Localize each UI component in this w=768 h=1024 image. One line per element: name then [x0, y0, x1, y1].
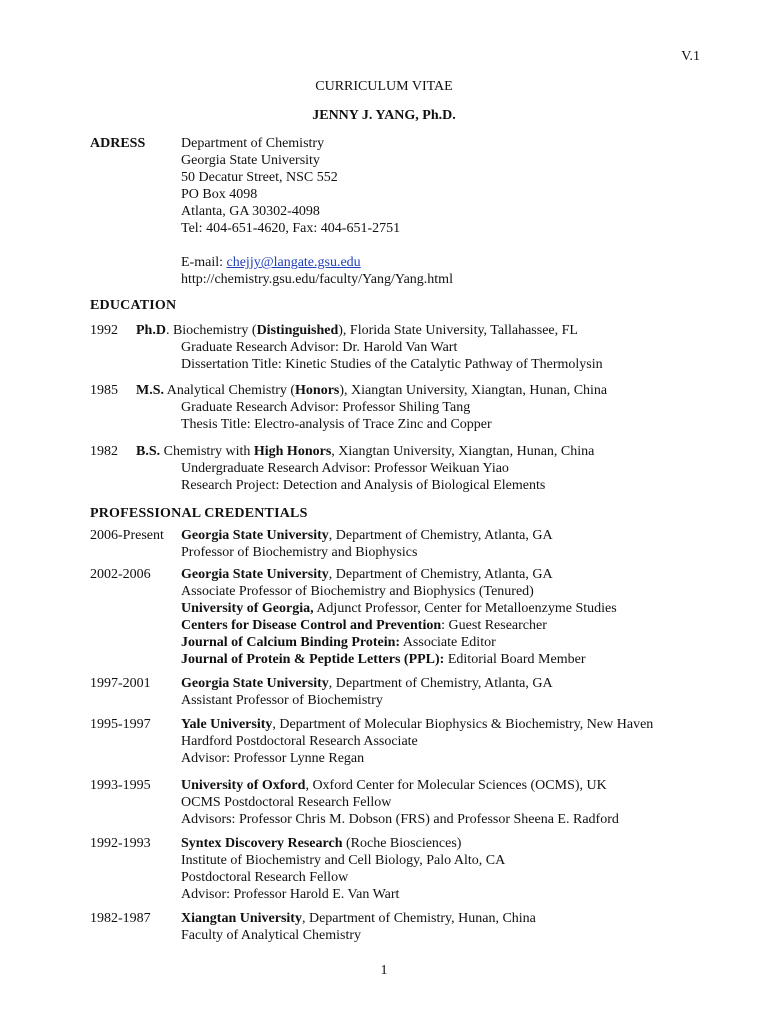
credential-line	[181, 600, 617, 617]
credential-years: 1992-1993	[90, 836, 151, 851]
education-detail: Undergraduate Research Advisor: Professor Weikuan Yiao	[181, 461, 509, 476]
credential-line: Hardford Postdoctoral Research Associate	[181, 734, 418, 749]
credential-years: 1982-1987	[90, 911, 151, 926]
credential-line	[181, 617, 617, 634]
credential-line	[181, 910, 536, 927]
credential-line	[181, 634, 617, 651]
credential-line: Institute of Biochemistry and Cell Biology, Palo Alto, CA	[181, 853, 506, 868]
education-degree-line	[136, 322, 578, 339]
credential-entry	[181, 566, 617, 668]
credential-line	[181, 716, 653, 733]
degree-name: Ph.D	[136, 323, 166, 338]
credential-line: Advisor: Professor Lynne Regan	[181, 751, 365, 766]
credential-org: Xiangtan University	[181, 911, 302, 926]
degree-field: Analytical Chemistry (	[164, 383, 296, 398]
education-detail: Graduate Research Advisor: Dr. Harold Van Wart	[181, 340, 458, 355]
credential-org: Yale University	[181, 717, 273, 732]
degree-institution: ), Florida State University, Tallahassee, FL	[338, 323, 578, 338]
email-line	[181, 254, 453, 271]
credential-text: , Department of Chemistry, Hunan, China	[301, 911, 536, 926]
credentials-heading: PROFESSIONAL CREDENTIALS	[90, 506, 308, 521]
credential-text: : Guest Researcher	[441, 618, 547, 633]
degree-name: M.S.	[136, 383, 164, 398]
address-line: Department of Chemistry	[181, 136, 325, 151]
credential-org: Syntex Discovery Research	[181, 836, 343, 851]
degree-field: . Biochemistry (	[165, 323, 257, 338]
credential-line	[181, 651, 617, 668]
credential-text: , Department of Chemistry, Atlanta, GA	[328, 528, 553, 543]
credential-org: University of Oxford	[181, 778, 306, 793]
credential-org: Journal of Calcium Binding Protein:	[181, 635, 401, 650]
degree-institution: , Xiangtan University, Xiangtan, Hunan, China	[331, 444, 595, 459]
address-line: Atlanta, GA 30302-4098	[181, 204, 320, 219]
credential-entry	[181, 527, 553, 561]
credential-org: Georgia State University	[181, 676, 329, 691]
credential-line: Advisors: Professor Chris M. Dobson (FRS) and Professor Sheena E. Radford	[181, 812, 619, 827]
degree-honor: High Honors	[253, 444, 332, 459]
credential-line: OCMS Postdoctoral Research Fellow	[181, 795, 392, 810]
credential-entry	[181, 910, 536, 944]
credential-text: Associate Editor	[400, 635, 496, 650]
credential-years: 1993-1995	[90, 778, 151, 793]
address-block	[181, 135, 453, 288]
education-year: 1992	[90, 323, 118, 338]
credential-text: , Department of Molecular Biophysics & Biochemistry, New Haven	[272, 717, 654, 732]
credential-entry	[181, 835, 505, 903]
credential-line: Postdoctoral Research Fellow	[181, 870, 349, 885]
credential-years: 2002-2006	[90, 567, 151, 582]
credential-line	[181, 835, 505, 852]
author-name: JENNY J. YANG, Ph.D.	[312, 108, 456, 123]
education-degree-line	[136, 382, 607, 399]
credential-entry	[181, 777, 619, 828]
credential-years: 1997-2001	[90, 676, 151, 691]
credential-years: 1995-1997	[90, 717, 151, 732]
credential-line	[181, 566, 617, 583]
education-degree-line	[136, 443, 594, 460]
credential-org: Centers for Disease Control and Prevention	[181, 618, 442, 633]
address-label: ADRESS	[90, 136, 146, 151]
education-heading: EDUCATION	[90, 298, 177, 313]
credential-text: (Roche Biosciences)	[342, 836, 462, 851]
version-label: V.1	[681, 49, 700, 64]
address-line: PO Box 4098	[181, 187, 258, 202]
education-year: 1985	[90, 383, 118, 398]
page-number: 1	[380, 963, 388, 978]
address-line: Tel: 404-651-4620, Fax: 404-651-2751	[181, 221, 401, 236]
document-title: CURRICULUM VITAE	[315, 79, 453, 94]
address-line: 50 Decatur Street, NSC 552	[181, 170, 338, 185]
education-year: 1982	[90, 444, 118, 459]
credential-line: Advisor: Professor Harold E. Van Wart	[181, 887, 400, 902]
degree-field: Chemistry with	[160, 444, 254, 459]
education-detail: Thesis Title: Electro-analysis of Trace Zinc and Copper	[181, 417, 492, 432]
credential-line: Assistant Professor of Biochemistry	[181, 693, 383, 708]
credential-org: Georgia State University	[181, 567, 329, 582]
credential-text: , Department of Chemistry, Atlanta, GA	[328, 676, 553, 691]
credential-entry	[181, 675, 553, 709]
credential-entry	[181, 716, 653, 767]
degree-honor: Honors	[295, 383, 340, 398]
education-detail: Research Project: Detection and Analysis of Biological Elements	[181, 478, 546, 493]
credential-line: Associate Professor of Biochemistry and Biophysics (Tenured)	[181, 584, 534, 599]
website-line: http://chemistry.gsu.edu/faculty/Yang/Yang.html	[181, 272, 453, 287]
credential-line: Professor of Biochemistry and Biophysics	[181, 545, 418, 560]
credential-text: , Department of Chemistry, Atlanta, GA	[328, 567, 553, 582]
education-detail: Graduate Research Advisor: Professor Shiling Tang	[181, 400, 471, 415]
credential-line	[181, 527, 553, 544]
credential-line	[181, 777, 619, 794]
credential-org: Georgia State University	[181, 528, 329, 543]
credential-org: Journal of Protein & Peptide Letters (PPL):	[181, 652, 445, 667]
credential-line: Faculty of Analytical Chemistry	[181, 928, 362, 943]
credential-text: , Oxford Center for Molecular Sciences (OCMS), UK	[305, 778, 607, 793]
email-link[interactable]: chejjy@langate.gsu.edu	[226, 255, 361, 270]
credential-org: University of Georgia,	[181, 601, 314, 616]
email-prefix: E-mail:	[181, 255, 227, 270]
credential-line	[181, 675, 553, 692]
credential-years: 2006-Present	[90, 528, 164, 543]
education-detail: Dissertation Title: Kinetic Studies of the Catalytic Pathway of Thermolysin	[181, 357, 603, 372]
credential-text: Adjunct Professor, Center for Metalloenzyme Studies	[313, 601, 617, 616]
credential-text: Editorial Board Member	[444, 652, 586, 667]
degree-name: B.S.	[136, 444, 161, 459]
address-line: Georgia State University	[181, 153, 320, 168]
degree-institution: ), Xiangtan University, Xiangtan, Hunan, China	[339, 383, 608, 398]
degree-honor: Distinguished	[256, 323, 339, 338]
